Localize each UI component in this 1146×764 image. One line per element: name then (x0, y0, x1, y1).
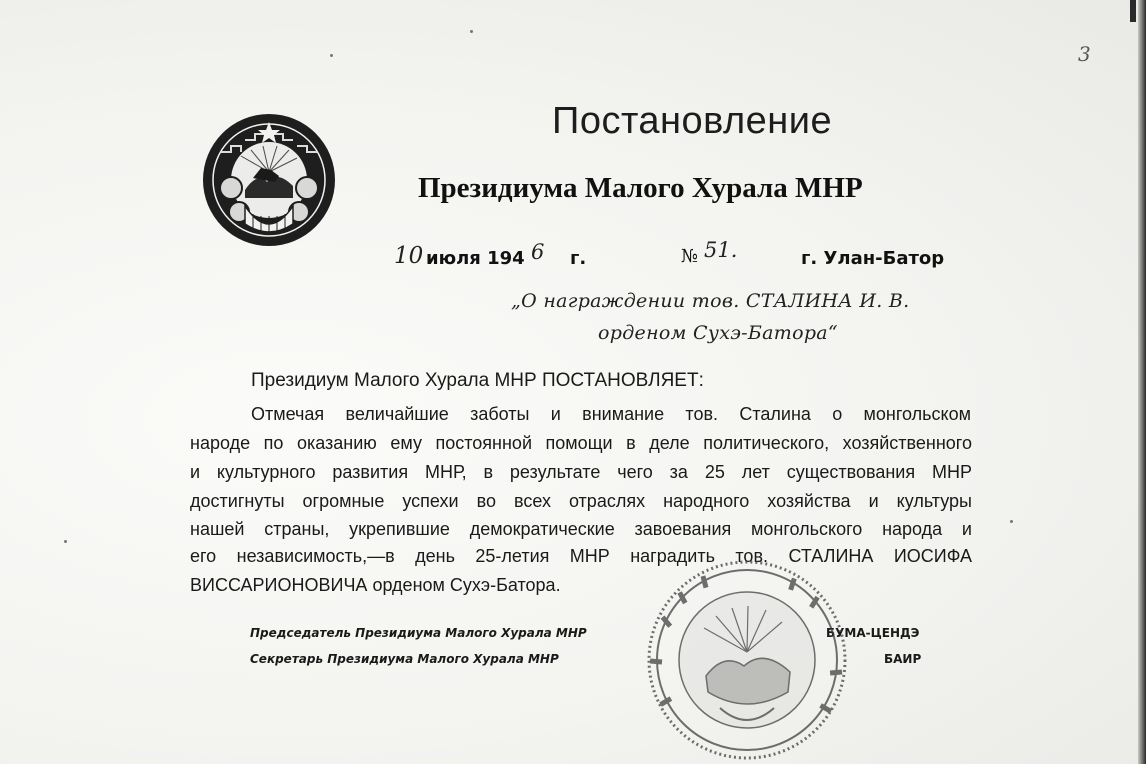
scan-edge-mark (1130, 0, 1136, 22)
secretary-title: Секретарь Президиума Малого Хурала МНР (250, 652, 559, 666)
secretary-name: БАИР (884, 652, 922, 666)
document-number-label: № (681, 246, 699, 267)
handwritten-year-digit: 6 (531, 240, 545, 264)
scan-edge-shadow (1138, 0, 1146, 764)
body-line: его независимость,—в день 25-летия МНР наградить тов. СТАЛИНА ИОСИФА (190, 546, 972, 566)
document-title: Постановление (552, 100, 833, 142)
scan-speck (64, 540, 67, 543)
body-line: и культурного развития МНР, в результате чего за 25 лет существования МНР (190, 462, 972, 482)
body-line: нашей страны, укрепившие демократические завоевания монгольского народа и (190, 519, 972, 539)
chairman-name: БУМА-ЦЕНДЭ (826, 626, 920, 640)
subject-line-2: орденом Сухэ-Батора“ (598, 322, 838, 344)
scan-speck (470, 30, 473, 33)
date-year-suffix: г. (570, 248, 587, 269)
state-emblem-icon (201, 112, 337, 248)
handwritten-day: 10 (394, 243, 424, 269)
chairman-title: Председатель Президиума Малого Хурала МНР (250, 626, 587, 640)
decree-heading: Президиум Малого Хурала МНР ПОСТАНОВЛЯЕТ: (251, 370, 704, 391)
date-month-year: июля 194 (426, 248, 525, 269)
page-number: 3 (1078, 42, 1091, 66)
handwritten-document-number: 51. (704, 238, 738, 262)
body-line: ВИССАРИОНОВИЧА орденом Сухэ-Батора. (190, 575, 561, 595)
scan-speck (1010, 520, 1013, 523)
place-of-issue: г. Улан-Батор (801, 248, 945, 269)
body-line: Отмечая величайшие заботы и внимание тов. Сталина о монгольском (251, 404, 971, 424)
subject-line-1: „О награждении тов. СТАЛИНА И. В. (511, 290, 910, 312)
document-subtitle: Президиума Малого Хурала МНР (418, 172, 863, 204)
body-line: народе по оказанию ему постоянной помощи в деле политического, хозяйственного (190, 433, 972, 453)
scan-speck (330, 54, 333, 57)
body-line: достигнуты огромные успехи во всех отраслях народного хозяйства и культуры (190, 491, 972, 511)
official-seal-icon (624, 556, 870, 764)
